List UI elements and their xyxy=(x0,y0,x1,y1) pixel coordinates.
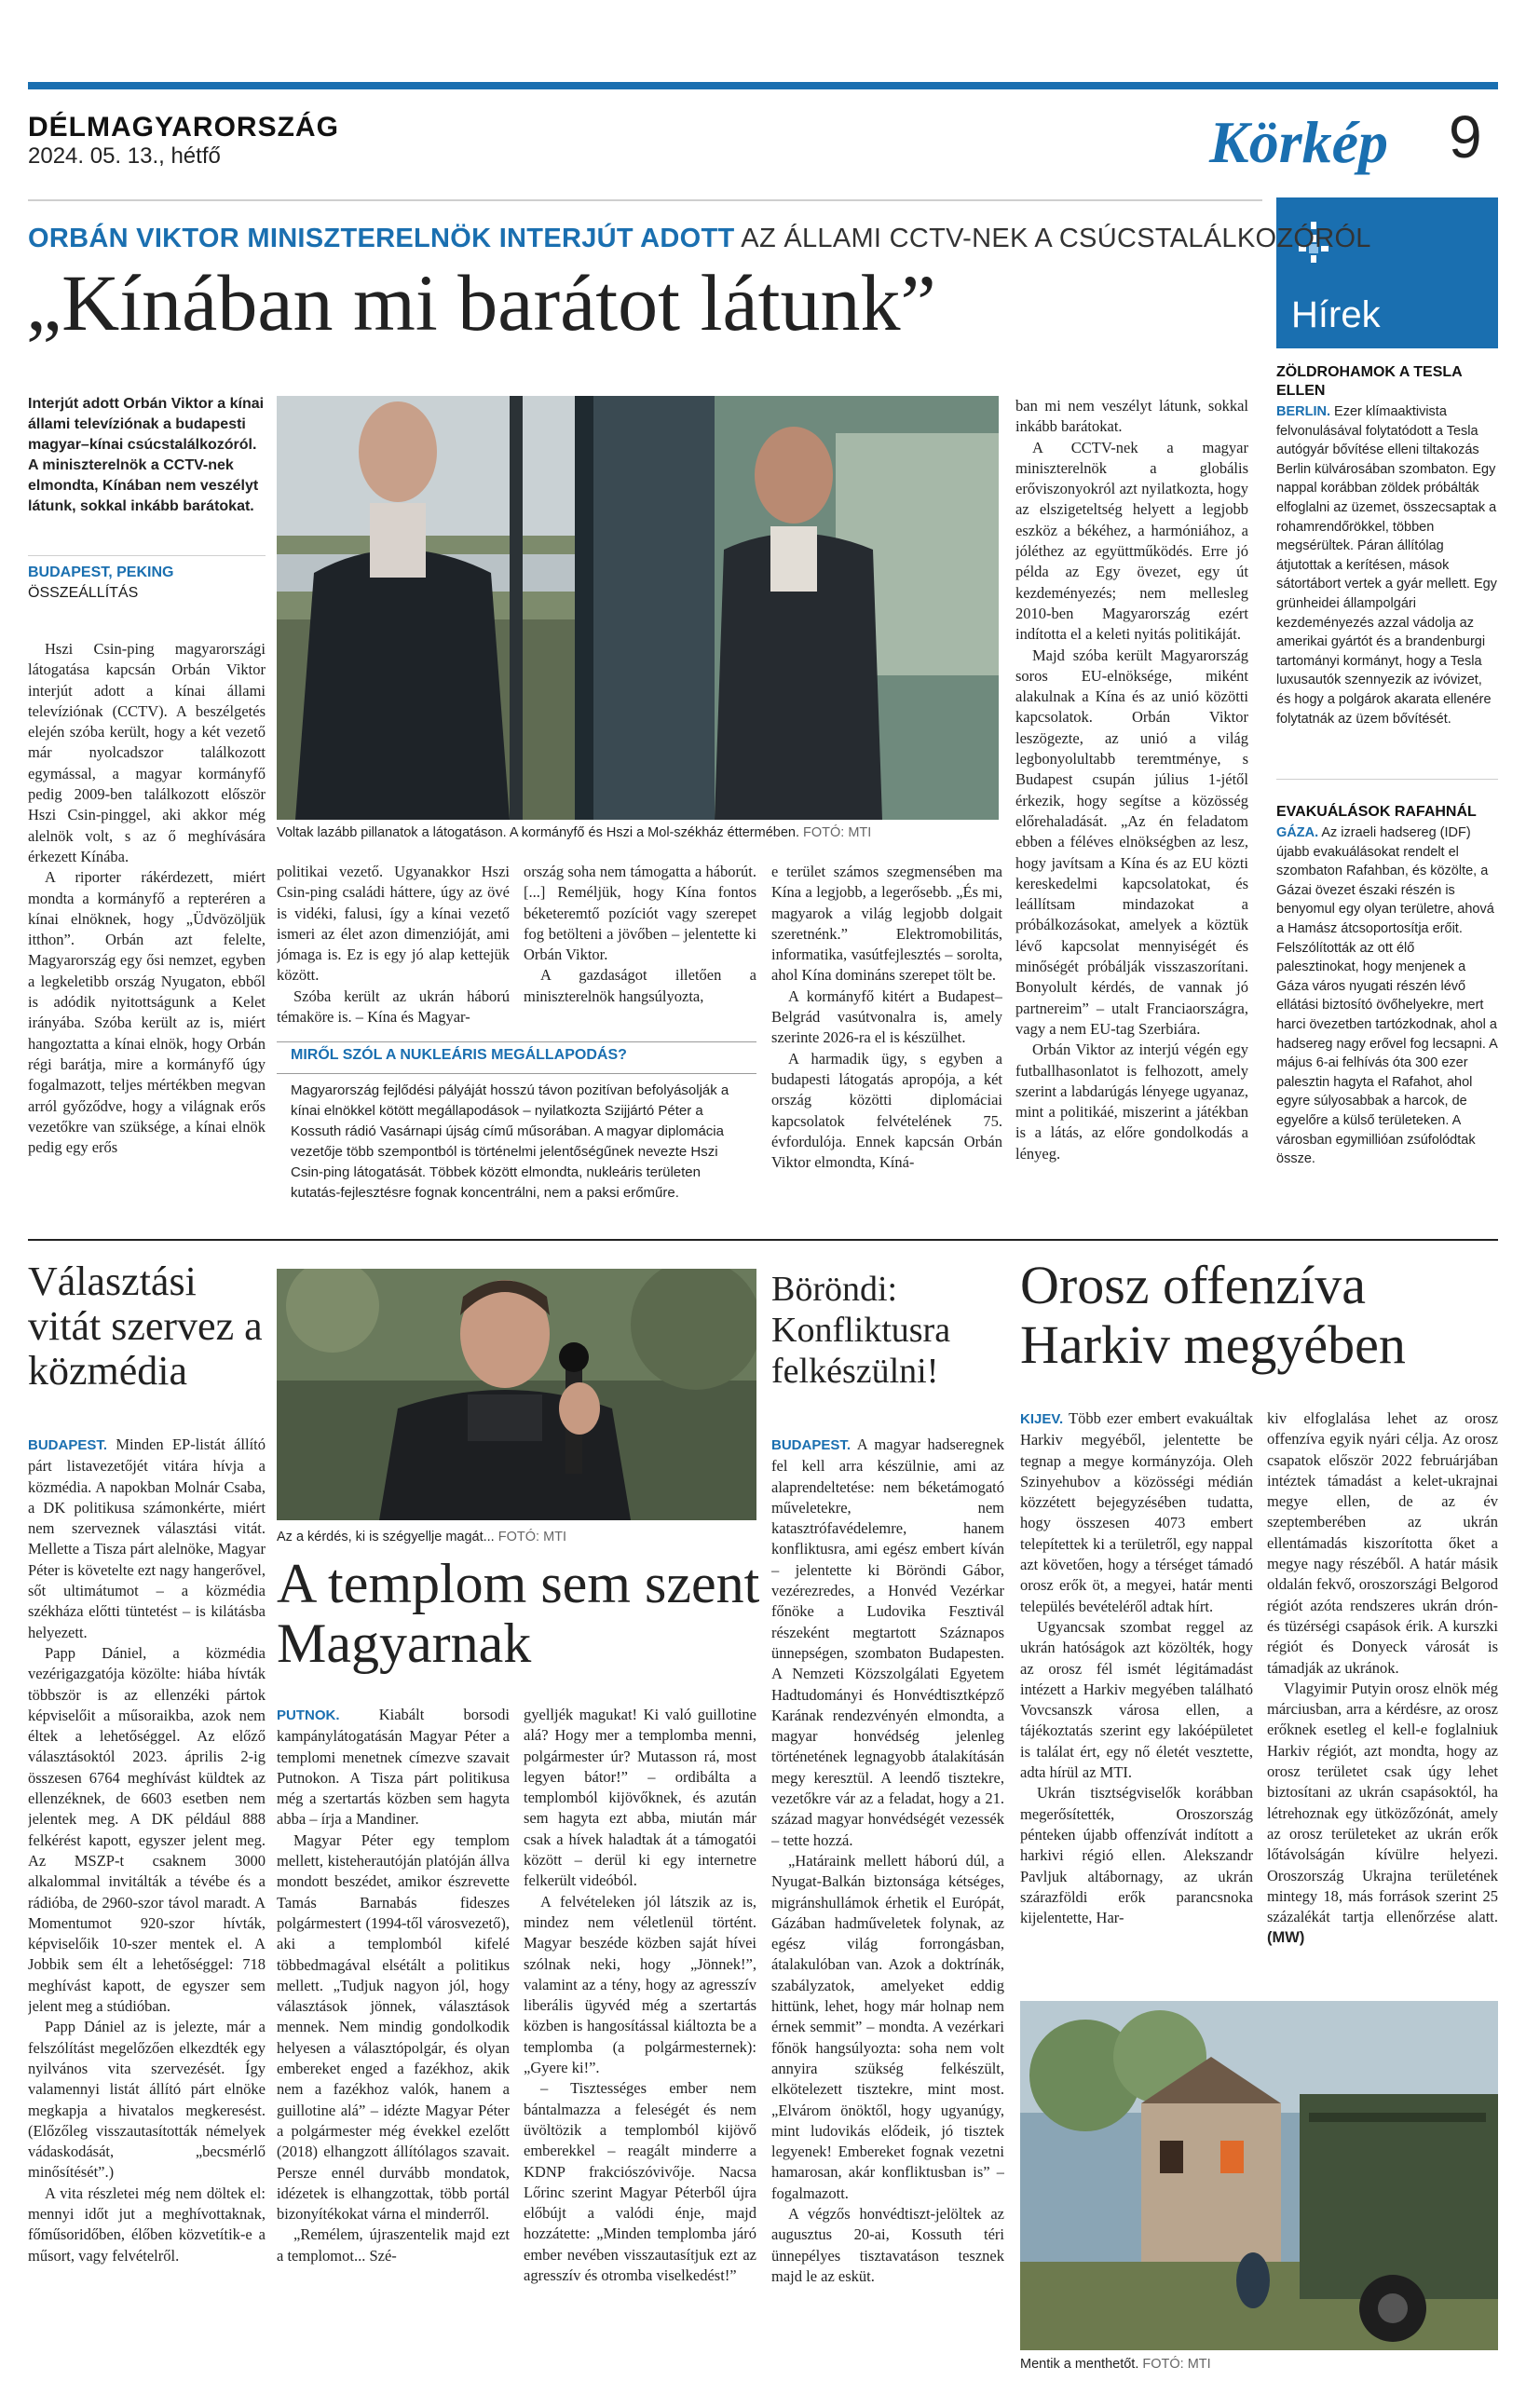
paragraph: Ukrán tisztségviselők korábban megerősítették, Oroszország pénteken újabb offenzívát indított a harkivi régió ellen. Alekszandr Pavljuk altábornagy, az ukrán szárazföldi erők parancsnoka kijelentette, Har- xyxy=(1020,1784,1253,1927)
sidebar-header xyxy=(1276,197,1498,348)
caption-text: Voltak lazább pillanatok a látogatáson. A kormányfő és Hszi a Mol-székház éttermében. xyxy=(277,825,799,840)
lead-divider xyxy=(28,555,266,556)
news-item-place: GÁZA. xyxy=(1276,825,1319,840)
page-number: 9 xyxy=(1449,103,1482,170)
story-place: BUDAPEST. xyxy=(771,1437,852,1453)
paragraph: A végzős honvédtiszt-jelöltek az augusztus 20-ai, Kossuth téri ünnepélyes tisztavatáson tesznek majd le az esküt. xyxy=(771,2204,1004,2285)
box-title: MIRŐL SZÓL A NUKLEÁRIS MEGÁLLAPODÁS? xyxy=(291,1047,627,1063)
news-item-body xyxy=(1276,823,1498,1169)
paragraph: A felvételeken jól látszik az is, mindez nem véletlenül történt. Magyar beszéde közben saját hívei szólnak neki, hogy „Jönnek!”, valamint az a tény, hogy az agresszív liberális ügyvéd még a szertartás közben is hangosítással kiáltozta be a templomba (a polgármesternek): „Gyere ki!”. xyxy=(524,1892,756,2077)
story2-body xyxy=(28,1435,266,2385)
news-item-place: BERLIN. xyxy=(1276,404,1330,419)
story5-headline: Orosz offenzíva Harkiv megyében xyxy=(1020,1255,1406,1375)
box-mid-rule xyxy=(277,1073,756,1074)
issue-date: 2024. 05. 13., hétfő xyxy=(28,143,221,169)
paragraph: Orbán Viktor az interjú végén egy futballhasonlatot is felhozott, amely szerint a labdarúgás lényege ugyanaz, mint a politikáé, miszerint a játékban is a látás, az előre gondolkodás a lényeg. xyxy=(1015,1041,1248,1163)
author-signature: (MW) xyxy=(1267,1929,1305,1947)
story-place: KIJEV. xyxy=(1020,1411,1064,1427)
paragraph: gyelljék magukat! Ki való guillotine alá? Hogy mer a templomba menni, polgármester úr? Mutasson rá, most legyen bátor!” – ordibálta a templomból kijövőknek, és azután sem hagyta ezt abba, miután már csak a hívek haladtak át a támogatói között – derül ki egy internetre felkerült videóból. xyxy=(524,1706,756,1890)
newspaper-brand: DÉLMAGYARORSZÁG xyxy=(28,112,339,143)
summit-photo xyxy=(277,396,999,820)
main-col-1 xyxy=(28,639,266,1221)
news-item-title: ZÖLDROHAMOK A TESLA ELLEN xyxy=(1276,364,1463,399)
story-place: PUTNOK. xyxy=(277,1707,340,1723)
story3-col-1 xyxy=(277,1705,510,2385)
news-item-text: Ezer klímaaktivista felvonulásával folytatódott a Tesla autógyár bővítése elleni tiltakozás Berlin külvárosában szombaton. Egy nappal korábban zöldek próbálták elfoglalni az üzemet, összecsaptak a rohamrendőrökkel, többen megsérültek. Páran állítólag átjutottak a kerítésen, mások sátortábort vertek a gyár mellett. Egy grünheidei állampolgári kezdeményezés azzal vádolja az amerikai gyártót és a brandenburgi tartományi kormányt, hogy a Tesla luxusautók szennyezik az ivóvizet, és hogy a polgárok akarata ellenére folytatnák az üzem bővítését. xyxy=(1276,404,1497,727)
main-headline: „Kínában mi barátot látunk” xyxy=(26,258,936,347)
paragraph: ban mi nem veszélyt látunk, sokkal inkább barátokat. xyxy=(1015,397,1248,436)
rescue-photo-image xyxy=(1020,2001,1498,2350)
byline xyxy=(28,563,266,604)
main-col-5 xyxy=(1015,396,1248,1220)
paragraph: A gazdaságot illetően a miniszterelnök hangsúlyozta, xyxy=(524,966,756,1005)
sidebar-news xyxy=(1276,363,1498,728)
kicker-bold: ORBÁN VIKTOR MINISZTERELNÖK INTERJÚT ADOTT xyxy=(28,224,735,253)
paragraph: A kormányfő kitért a Budapest–Belgrád vasútvonalra is, amely szerinte 2026-ra el is készülhet. xyxy=(771,986,1002,1047)
summit-photo-caption xyxy=(277,823,1003,842)
photo-credit: FOTÓ: MTI xyxy=(803,825,872,840)
story2-headline: Választási vitát szervez a közmédia xyxy=(28,1258,263,1394)
paragraph: A riporter rákérdezett, miért mondta a kormányfő a repteréren a kínai elnöknek, hogy „Üdvözöljük itthon”. Orbán azt felelte, Magyarország egy ősi nemzet, egyben a legkeletibb ország Nyugaton, ebből is adódik nyitottságunk a Kelet irányába. Szóba került az is, miért hangoztatta a kínai elnök, hogy Orbán régi barátja, mire a kormányfő úgy fogalmazott, teljes mértékben megvan arról győződve, hogy a világnak erős vezetőkre van szüksége, a kínai elnök pedig egy erős xyxy=(28,868,266,1157)
paragraph: „Határaink mellett háború dúl, a Nyugat-Balkán biztonsága kétséges, migránshullámok érhetik el Európát, Gázában hadműveletek folynak, az egész világ forrongásban, átalakulóban van. Azok a doktrínák, szabályzatok, amelyeket eddig hittünk, lehet, hogy már holnap nem érnek semmit” – mondta. A vezérkari főnök hangsúlyozta: soha nem volt annyira szükség felkészült, elkötelezett tisztekre, mint most. „Elvárom önöktől, hogy ugyanúgy, mint ludovikás elődeik, jó tisztek legyenek! Embereket fognak vezetni hamarosan, akár konfliktusban is” – fogalmazott. xyxy=(771,1851,1004,2202)
byline-place: BUDAPEST, PEKING xyxy=(28,565,174,580)
kicker-rest: AZ ÁLLAMI CCTV-NEK A CSÚCSTALÁLKOZÓRÓL xyxy=(734,224,1371,253)
paragraph: „Remélem, újraszentelik majd ezt a templomot... Szé- xyxy=(277,2225,510,2265)
story3-col-2 xyxy=(524,1705,756,2385)
caption-text: Mentik a menthetőt. xyxy=(1020,2357,1139,2372)
paragraph: politikai vezető. Ugyanakkor Hszi Csin-ping családi háttere, úgy az övé is vidéki, falusi, így a kínai vezető ismeri az élet azon dimenzióját, ami jómaga is. Ez is egy jó alap kettejük között. xyxy=(277,863,510,985)
paragraph: Papp Dániel az is jelezte, már a felszólítást megelőzően elkezdték egy nyilvános vita szervezését. Így valamennyi listát állító párt elnöke megkapja a hivatalos megkeresést. (Előzőleg visszautasították némelyek vádaskodását, „becsmérlő minősítését”.) xyxy=(28,2018,266,2182)
section-divider xyxy=(28,1239,1498,1241)
box-top-rule xyxy=(277,1041,756,1042)
story5-col-1 xyxy=(1020,1408,1253,1986)
top-rule xyxy=(28,82,1498,89)
main-col-4 xyxy=(771,862,1002,1220)
main-col-2 xyxy=(277,862,510,1029)
caption-text: Az a kérdés, ki is szégyellje magát... xyxy=(277,1530,495,1544)
byline-author: ÖSSZEÁLLÍTÁS xyxy=(28,585,139,601)
paragraph: Papp Dániel, a közmédia vezérigazgatója közölte: hiába hívták többször is az ellenzéki pártok képviselőit a műsoraikba, azok nem éltek a lehetőséggel. Az előző választásoktól 2023. április 2-ig összesen 6764 meghívást küldtek az ellenzéknek, de 6603 esetben nem jelentek meg. A DK például 888 felkérést kapott, egyszer jelent meg. Az MSZP-t csaknem 3000 alkalommal invitálták a tévébe és a rádióba, de 2960-szor távol maradt. A Momentumot 920-szor hívták, képviselőik 10-szer mentek el. A Jobbik sem élt a lehetőséggel: 718 meghívást kapott, de egyszer sem jelent meg a stúdióban. xyxy=(28,1643,266,2016)
section-title: Körkép xyxy=(1209,109,1388,175)
article-lead: Interjút adott Orbán Viktor a kínai állami televíziónak a budapesti magyar–kínai csúcstalálkozóról. A miniszterelnök a CCTV-nek elmondta, Kínában nem veszélyt látunk, sokkal inkább barátokat. xyxy=(28,396,265,514)
rescue-photo xyxy=(1020,2001,1498,2350)
photo-credit: FOTÓ: MTI xyxy=(497,1530,567,1544)
photo-credit: FOTÓ: MTI xyxy=(1142,2357,1211,2372)
summit-photo-image xyxy=(277,396,999,820)
rescue-photo-caption xyxy=(1020,2355,1498,2374)
story-place: BUDAPEST. xyxy=(28,1437,108,1453)
paragraph: Magyar Péter egy templom mellett, kisteherautóján platóján állva mondott beszédet, amikor észrevette Tamás Barnabás fideszes polgármestert (1994-től városvezető), aki a templomból kifelé többedmagával elsétált a politikus mellett. „Tudjuk nagyon jól, hogy választások jönnek, választások mennek. Nem mindig gondolkodik helyesen a választópolgár, és olyan embereket enged a fazékhoz, akik nem a fazékhoz valók, hanem a guillotine alá” – idézte Magyar Péter a polgármester még évekkel ezelőtt (2018) elhangzott állítólagos szavait. Persze ennél durvább mondatok, idézetek is elhangzottak, több portál bizonyítékokat várna el minderről. xyxy=(277,1830,510,2224)
paragraph: Szóba került az ukrán háború témaköre is. – Kína és Magyar- xyxy=(277,986,510,1027)
paragraph: ország soha nem támogatta a háborút. [...] Reméljük, hogy Kína fontos béketeremtő pozíciót vagy szerepet fog betölteni a jövőben – jelentette ki Orbán Viktor. xyxy=(524,863,756,964)
paragraph: Hszi Csin-ping magyarországi látogatása kapcsán Orbán Viktor interjút adott a kínai állami televíziónak (CCTV). A beszélgetés elején szóba került, hogy a két vezető már nyolcadszor találkozott egymással, a magyar kormányfő pedig 2009-ben találkozott először Hszi Csin-pinggel, aki akkor még alelnök volt, s az ő meghívására érkezett Kínába. xyxy=(28,640,266,865)
paragraph: A harmadik ügy, s egyben a budapesti látogatás apropója, a két ország közötti diplomáciai kapcsolatok felvételének 75. évfordulója. Ennek kapcsán Orbán Viktor elmondta, Kíná- xyxy=(771,1049,1002,1172)
main-col-3 xyxy=(524,862,756,1029)
story5-col-2 xyxy=(1267,1408,1498,1986)
kicker xyxy=(28,224,1371,254)
story4-headline: Böröndi: Konfliktusra felkészülni! xyxy=(771,1270,951,1391)
sidebar-label: Hírek xyxy=(1291,294,1381,335)
news-item-title: EVAKUÁLÁSOK RAFAHNÁL xyxy=(1276,804,1477,820)
paragraph: A vita részletei még nem döltek el: mennyi időt jut a meghívottaknak, főműsoridőben, élőben közvetítik-e a műsort, vagy felvételről. xyxy=(28,2184,266,2265)
paragraph: Ugyancsak szombat reggel az ukrán hatóságok azt közölték, hogy az orosz fél ismét légitámadást intézett a Harkiv megyében található Vovcsanszk városa ellen, a tájékoztatás szerint egy lakóépületet is találat ért, egy nő életét vesztette, adta hírül az MTI. xyxy=(1020,1617,1253,1782)
sidebar-divider xyxy=(1276,779,1498,780)
speaker-photo-image xyxy=(277,1269,756,1520)
header-divider xyxy=(28,199,1262,201)
paragraph: A magyar hadseregnek fel kell arra készülnie, ami az alaprendeltetése: nem béketámogató műveletekre, nem katasztrófavédelemre, hanem konfliktusra, ami egész embert kíván – jelentette ki Böröndi Gábor, vezérezredes, a Honvéd Vezérkar főnöke a Ludovika Fesztivál részeként megtartott Száznapos ünnepségen, szombaton Budapesten. A Nemzeti Közszolgálati Egyetem Hadtudományi és Honvédtisztképző Karának rendezvényén elmondta, a magyar honvédség jelenleg történetének legnagyobb átalakításán megy keresztül. A leendő tisztekre, vezetőkre vár az a feladat, hogy a 21. század magyar honvédségét vezessék – tette hozzá. xyxy=(771,1435,1004,1849)
sidebar-news-2 xyxy=(1276,803,1498,1169)
story4-body xyxy=(771,1435,1004,2385)
paragraph: Több ezer embert evakuáltak Harkiv megyéből, jelentette be tegnap a megye kormányzója. Oleh Szinyehubov a közösségi médián közzétett bejegyzésében tudatta, hogy összesen 4073 embert telepítettek ki a területről, egy nappal azt követően, hogy a térséget támadó orosz erők öt, a megyei, határ menti település bevételéről adtak hírt. xyxy=(1020,1409,1253,1615)
paragraph: Kiabált borsodi kampánylátogatásán Magyar Péter a templomi menetnek címezve szavait Putnokon. A Tisza párt politikusa még a szertartás közben sem hagyta abba – írja a Mandiner. xyxy=(277,1706,510,1829)
speaker-photo-caption xyxy=(277,1528,756,1546)
paragraph: kiv elfoglalása lehet az orosz offenzíva egyik nyári célja. Az orosz csapatok először 2022 februárjában intéztek támadást a kelet-ukrajnai megye ellen, de az év szeptemberében az ukrán ellentámadás kiszorította őket a megye nagy részéből. A határ másik oldalán fekvő, oroszországi Belgorod régiót azóta rendszeres ukrán drón- és tüzérségi csapások érik. A kurszki régiót és Donyeck városát is támadják az ukránok. xyxy=(1267,1409,1498,1677)
paragraph: – Tisztességes ember nem bántalmazza a feleségét és nem üvöltözik a templomból kijövő emberekkel – reagált minderre a KDNP frakciószóvivője. Nacsa Lőrinc szerint Magyar Péterből újra előbújt a valódi énje, majd hozzátette: „Minden templomba járó ember nevében visszautasítjuk ezt az agresszív és otromba viselkedést!” xyxy=(524,2079,756,2285)
story3-headline: A templom sem szent Magyarnak xyxy=(277,1553,760,1674)
paragraph: e terület számos szegmensében ma Kína a legjobb, a legerősebb. „És mi, magyarok a világ legjobb dolgait szeretnénk.” Elektromobilitás, informatika, vasútfejlesztés – sorolta, ahol Kína domináns szerepet tölt be. xyxy=(771,863,1002,985)
paragraph: Vlagyimir Putyin orosz elnök még márciusban, arra a kérdésre, az orosz erőknek esetleg el kell-e foglalniuk Harkiv régiót, azt mondta, hogy az orosz területet csak úgy lehet biztosítani az ukrán csapásoktól, ha létrehoznak egy ütközőzónát, amely az orosz területeket az ukrán erők lőtávolságán kívülre helyezi. Oroszország Ukrajna területének mintegy 18, más források szerint 25 százalékát tartja ellenőrzése alatt. xyxy=(1267,1679,1498,1926)
paragraph: A CCTV-nek a magyar miniszterelnök a globális erőviszonyokról azt nyilatkozta, hogy az elszigeteltség helyett a legjobb eszköz a békéhez, a harmóniához, a jóléthez az együttműködés. Erre jó példa az Egy övezet, egy út kezdeményezés; nem mellesleg 2010-ben Magyarország ezért indította el a keleti nyitás politikáját. xyxy=(1015,438,1248,644)
news-item-body xyxy=(1276,402,1498,728)
news-item-text: Az izraeli hadsereg (IDF) újabb evakuálásokat rendelt el szombaton Rafahban, és közölte, a Gázai övezet északi részén is benyomul egy olyan területre, ahová a Hamász átcsoportosítja erőit. Felszólították az ott élő palesztinokat, hogy menjenek a Gáza város nyugati részén lévő ellátási biztosító övőhelyekre, mert harci övezetben tartózkodnak, ahol a hadsereg nagy erővel fog lecsapni. A május 6-ai felhívás óta 300 ezer palesztin hagyta el Rafahot, ahol egyre súlyosabbak a harcok, de egyelőre a külső területeken. A városban egymillióan zsúfolódtak össze. xyxy=(1276,825,1497,1167)
paragraph: Majd szóba került Magyarország soros EU-elnöksége, miként alakulnak a Kína és az unió közötti kapcsolatok. Orbán Viktor leszögezte, az unió a világ legbonyolultabb teremtménye, s Budapest csupán július 1-jétől érkezik, hogy segítse a közösség előrehaladását. „Az én feladatom ebben a féléves elnökségben az lesz, hogy javítsam a Kína és az EU közti kereskedelmi kapcsolatokat, és leállítsam mindazokat a próbálkozásokat, amelyek a köztük lévő kapcsolat mennyiségét és minőségét próbálják visszaszorítani. Bonyolult kérdés, de vannak jó partnereim” – utalt Franciaországra, vagy a nem EU-tag Szerbiára. xyxy=(1015,646,1248,1038)
speaker-photo xyxy=(277,1269,756,1520)
paragraph: Minden EP-listát állító párt listavezetőjét vitára hívja a közmédia. A napokban Molnár Csaba, a DK politikusa számonkérte, miért nem szerveznek választási vitát. Mellette a Tisza párt alelnöke, Magyar Péter is követelte ezt nagy hangerővel, sőt ultimátumot – a közmédia székháza előtti tüntetést – is kilátásba helyezett. xyxy=(28,1435,266,1641)
box-text: Magyarország fejlődési pályáját hosszú távon pozitívan befolyásolják a kínai elnökkel kötött megállapodások – nyilatkozta Szijjártó Péter a Kossuth rádió Vasárnapi újság című műsorában. A magyar diplomácia vezetője több szempontból is történelmi jelentőségűnek nevezte Hszi Csin-ping látogatását. Többek között elmondta, nukleáris területen kutatás-fejlesztésre fognak koncentrálni, nem a paksi erőműre. xyxy=(291,1082,729,1201)
